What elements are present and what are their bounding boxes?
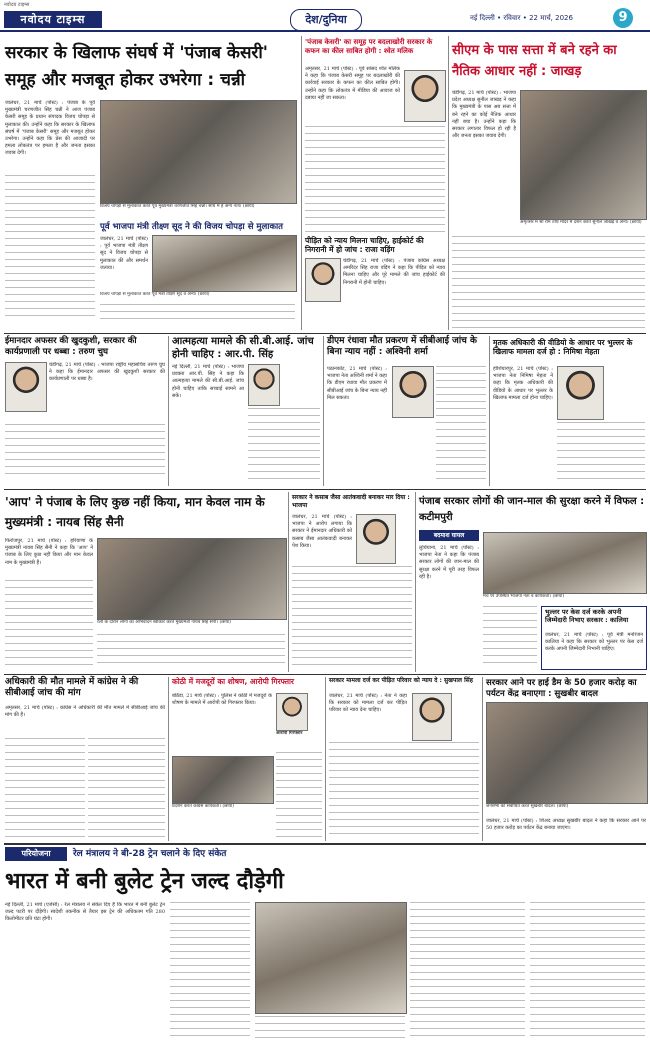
text-lines xyxy=(5,175,95,320)
text-lines xyxy=(410,902,525,1038)
portrait-a3 xyxy=(404,70,446,122)
body-a1: जालंधर, 21 मार्च (पोस्ट) : पंजाब के पूर्व मुख्यमंत्री चरणजीत सिंह चन्नी ने आज पंजाब केसरी समूह के प्रधान संपादक विजय चोपड़ा से मुलाकात की। उन्होंने कहा कि सरकार के खिलाफ संघर्ष में 'पंजाब केसरी' समूह और मजबूत होकर उभरेगा। उन्होंने कहा कि प्रेस की आजादी पर हमला लोकतंत्र पर हमला है और जनता इसका जवाब देगी। xyxy=(5,100,95,157)
body-a3: अमृतसर, 21 मार्च (पोस्ट) : पूर्व सांसद श्वेत मलिक ने कहा कि पंजाब केसरी समूह पर बदलाखोरी की कार्रवाई सरकार के कफन का कील साबित होगी। उन्होंने कहा कि लोकतंत्र में मीडिया की आवाज को दबाया नहीं जा सकता। xyxy=(305,66,400,101)
caption-a1: विजय चोपड़ा से मुलाकात करते पूर्व मुख्यमंत्री चरणजीत सिंह चन्नी। साथ में हैं अन्य नेता। (छाया) xyxy=(100,204,255,209)
column-rule xyxy=(323,336,324,486)
kicker-rail: रेल मंत्रालय ने बी-28 ट्रेन चलाने के दिए संकेत xyxy=(73,849,227,859)
headline-rail: भारत में बनी बुलेट ट्रेन जल्द दौड़ेगी xyxy=(5,869,284,894)
text-lines xyxy=(170,902,250,1038)
headline-a3: 'पंजाब केसरी' का समूह पर बदलाखोरी सरकार के कफन का कील साबित होगी : श्वेत मलिक xyxy=(305,38,433,55)
page-number: 9 xyxy=(613,8,633,28)
headline-a2: पूर्व भाजपा मंत्री तीक्ष्ण सूद ने की विजय चोपड़ा से मुलाकात xyxy=(100,222,284,232)
headline-a12: पंजाब सरकार लोगों की जान-माल की सुरक्षा करने में विफल : कटीमपुरी xyxy=(419,496,645,523)
body-a17: जालंधर, 21 मार्च (पोस्ट) : शिअद अध्यक्ष सुखबीर बादल ने कहा कि सरकार आने पर 50 हजार करोड़ का पर्यटन केंद्र बनाया जाएगा। xyxy=(486,818,646,832)
column-rule xyxy=(448,36,449,330)
body-a13: जालंधर, 21 मार्च (पोस्ट) : पूर्व मंत्री मनोरंजन कालिया ने कहा कि सरकार को भुल्लर पर केस दर्ज करके अपनी जिम्मेदारी निभानी चाहिए। xyxy=(545,632,643,653)
photo-a2 xyxy=(152,235,297,292)
headline-a4: पीड़ित को न्याय मिलना चाहिए, हाईकोर्ट की निगरानी में हो जांच : राजा वड़िंग xyxy=(305,236,424,255)
body-a6: चंडीगढ़, 21 मार्च (पोस्ट) : भाजपा राष्ट्रीय महासचिव तरुण चुघ ने कहा कि ईमानदार अफसर की खुदकुशी सरकार की कार्यप्रणाली पर धब्बा है। xyxy=(49,362,165,383)
text-lines xyxy=(5,424,165,480)
headline-a16: सरकार मामला दर्ज कर पीड़ित परिवार को न्याय दे : सुखपाल सिंह xyxy=(329,677,473,684)
photo-rail xyxy=(255,902,407,1014)
photo-a1 xyxy=(100,100,297,204)
tag-a15: आरोपी गिरफ्तार xyxy=(276,731,303,736)
text-lines xyxy=(88,738,165,838)
portrait-a7 xyxy=(248,364,280,406)
caption-a10: रैली के दौरान लोगों का अभिवादन स्वीकार करते मुख्यमंत्री नायब सिंह सैनी। (छाया) xyxy=(97,620,232,625)
portrait-a9 xyxy=(557,366,604,420)
column-rule xyxy=(325,677,326,841)
text-lines xyxy=(248,408,320,484)
text-lines xyxy=(436,366,486,484)
headline-a1: सरकार के खिलाफ संघर्ष में 'पंजाब केसरी' समूह और मजबूत होकर उभरेगा : चन्नी xyxy=(5,43,268,90)
headline-a5: सीएम के पास सत्ता में बने रहने का नैतिक आधार नहीं : जाखड़ xyxy=(452,43,617,79)
headline-a11: सरकार ने कसाब जैसा आतंकवादी बनाकर मार दिया : भाजपा xyxy=(292,494,410,509)
masthead-small-text: नवोदय टाइम्स xyxy=(4,2,30,8)
body-a11: जालंधर, 21 मार्च (पोस्ट) : भाजपा ने आरोप लगाया कि सरकार ने ईमानदार अधिकारी को कसाब जैसा आतंकवादी बनाकर पेश किया। xyxy=(292,514,352,549)
portrait-a16 xyxy=(412,693,452,741)
body-rail: नई दिल्ली, 21 मार्च (एजेंसी) : रेल मंत्रालय ने संकेत दिए हैं कि भारत में बनी बुलेट ट्रेन जल्द पटरी पर दौड़ेगी। स्वदेशी तकनीक से तैयार इस ट्रेन की अधिकतम गति 280 किलोमीटर प्रति घंटा होगी। xyxy=(5,902,165,923)
headline-a9: मृतक अधिकारी की वीडियो के आधार पर भुल्लर के खिलाफ मामला दर्ज हो : निमिषा मेहता xyxy=(493,338,633,357)
photo-a12 xyxy=(483,532,647,594)
section-divider xyxy=(4,674,646,675)
portrait-a8 xyxy=(392,366,434,418)
text-lines xyxy=(97,634,285,668)
column-rule xyxy=(301,36,302,330)
body-a8: पठानकोट, 21 मार्च (पोस्ट) : भाजपा नेता अश्विनी शर्मा ने कहा कि डीएम रंधावा मौत प्रकरण में सीबीआई जांच के बिना न्याय नहीं मिल सकता। xyxy=(327,366,387,401)
caption-a5: अमृतसर में श्री राम तीर्थ मंदिर में दर्शन करते सुनील जाखड़ व अन्य। (छाया) xyxy=(520,220,642,225)
body-a4: चंडीगढ़, 21 मार्च (पोस्ट) : पंजाब कांग्रेस अध्यक्ष अमरिंदर सिंह राजा वड़िंग ने कहा कि पीड़ित को न्याय मिलना चाहिए और पूरे मामले की जांच हाईकोर्ट की निगरानी में होनी चाहिए। xyxy=(343,258,445,286)
caption-a14: प्रदर्शन करते कांग्रेस कार्यकर्ता। (छाया) xyxy=(172,804,235,809)
headline-a7: आत्महत्या मामले की सी.बी.आई. जांच होनी चाहिए : आर.पी. सिंह xyxy=(172,336,314,360)
caption-a2: विजय चोपड़ा से मुलाकात करते पूर्व मंत्री तीक्ष्ण सूद व अन्य। (छाया) xyxy=(100,292,210,297)
photo-a10 xyxy=(97,538,287,620)
text-lines xyxy=(5,580,93,668)
body-a5: चंडीगढ़, 21 मार्च (पोस्ट) : भाजपा प्रदेश अध्यक्ष सुनील जाखड़ ने कहा कि मुख्यमंत्री के पास अब सत्ता में बने रहने का कोई नैतिक आधार नहीं बचा है। उन्होंने कहा कि सरकार लगातार विफल हो रही है और जनता इसका जवाब देगी। xyxy=(452,90,516,140)
body-a2: जालंधर, 21 मार्च (पोस्ट) : पूर्व भाजपा मंत्री तीक्ष्ण सूद ने विजय चोपड़ा से मुलाकात की और समर्थन जताया। xyxy=(100,236,148,271)
body-a16: जालंधर, 21 मार्च (पोस्ट) : नेता ने कहा कि सरकार को मामला दर्ज कर पीड़ित परिवार को न्याय देना चाहिए। xyxy=(329,693,407,714)
column-rule xyxy=(489,336,490,486)
headline-a10: 'आप' ने पंजाब के लिए कुछ नहीं किया, मान केवल नाम के मुख्यमंत्री : नायब सिंह सैनी xyxy=(5,495,265,529)
body-a9: होशियारपुर, 21 मार्च (पोस्ट) : भाजपा नेता निमिषा मेहता ने कहा कि मृतक अधिकारी की वीडियो के आधार पर भुल्लर के खिलाफ मामला दर्ज होना चाहिए। xyxy=(493,366,553,401)
text-lines xyxy=(100,304,295,320)
text-lines xyxy=(292,566,412,670)
text-lines xyxy=(305,126,445,232)
body-a7: नई दिल्ली, 21 मार्च (पोस्ट) : भाजपा प्रवक्ता आर.पी. सिंह ने कहा कि आत्महत्या मामले की सी.बी.आई. जांच होनी चाहिए ताकि सच्चाई सामने आ सके। xyxy=(172,364,244,399)
photo-a5 xyxy=(520,90,647,220)
section-divider xyxy=(4,489,646,490)
tag-a12: बदमाश घायल xyxy=(419,530,479,541)
newspaper-logo: नवोदय टाइम्स xyxy=(4,11,102,28)
headline-a15: कोठी में मजदूरों का शोषण, आरोपी गिरफ्तार xyxy=(172,677,294,686)
column-rule xyxy=(168,336,169,486)
headline-a13: भुल्लर पर केस दर्ज करके अपनी जिम्मेदारी निभाए सरकार : कालिया xyxy=(545,608,629,625)
column-rule xyxy=(168,677,169,841)
section-divider xyxy=(4,333,646,334)
photo-a17 xyxy=(486,702,648,804)
portrait-a15 xyxy=(276,693,308,731)
headline-a17: सरकार आने पर हाई डैम के 50 हजार करोड़ का पर्यटन केंद्र बनाएगा : सुखबीर बादल xyxy=(486,678,637,699)
column-rule xyxy=(415,492,416,672)
portrait-a11 xyxy=(356,514,396,564)
body-a14: अमृतसर, 21 मार्च (पोस्ट) : कांग्रेस ने अधिकारी की मौत मामले में सीबीआई जांच की मांग की है। xyxy=(5,705,165,719)
text-lines xyxy=(483,606,537,668)
caption-a17: जनसभा को संबोधित करते सुखबीर बादल। (छाया) xyxy=(486,804,569,809)
headline-a14: अधिकारी की मौत मामले में कांग्रेस ने की सीबीआई जांच की मांग xyxy=(5,677,139,699)
headline-a6: ईमानदार अफसर की खुदकुशी, सरकार की कार्यप्रणाली पर धब्बा : तरुण चुघ xyxy=(5,336,137,357)
text-lines xyxy=(557,422,645,484)
portrait-a4 xyxy=(305,258,341,302)
body-a15: बठिंडा, 21 मार्च (पोस्ट) : पुलिस ने कोठी में मजदूरों के शोषण के मामले में आरोपी को गिरफ्तार किया। xyxy=(172,693,272,707)
text-lines xyxy=(329,742,479,838)
headline-a8: डीएम रंधावा मौत प्रकरण में सीबीआई जांच के बिना न्याय नहीं : अश्विनी शर्मा xyxy=(327,336,477,358)
text-lines xyxy=(530,902,645,1038)
tag-rail: परियोजना xyxy=(5,847,67,861)
portrait-a6 xyxy=(5,362,47,412)
caption-a12: मंच पर उपस्थित भाजपा नेता व कार्यकर्ता। (छाया) xyxy=(483,594,565,599)
body-a10: फिरोजपुर, 21 मार्च (पोस्ट) : हरियाणा के मुख्यमंत्री नायब सिंह सैनी ने कहा कि 'आप' ने पंजाब के लिए कुछ नहीं किया और मान केवल नाम के मुख्यमंत्री हैं। xyxy=(5,538,93,566)
text-lines xyxy=(276,752,322,838)
photo-a14 xyxy=(172,756,274,804)
dateline: नई दिल्ली • रविवार • 22 मार्च, 2026 xyxy=(470,14,573,22)
text-lines xyxy=(255,1016,405,1038)
section-divider xyxy=(4,843,646,845)
column-rule xyxy=(288,492,289,672)
text-lines xyxy=(5,738,85,838)
column-rule xyxy=(482,677,483,841)
section-label: देश/दुनिया xyxy=(290,9,362,31)
text-lines xyxy=(452,236,645,328)
body-a12: लुधियाना, 21 मार्च (पोस्ट) : भाजपा नेता ने कहा कि पंजाब सरकार लोगों की जान-माल की सुरक्षा करने में पूरी तरह विफल रही है। xyxy=(419,545,479,580)
